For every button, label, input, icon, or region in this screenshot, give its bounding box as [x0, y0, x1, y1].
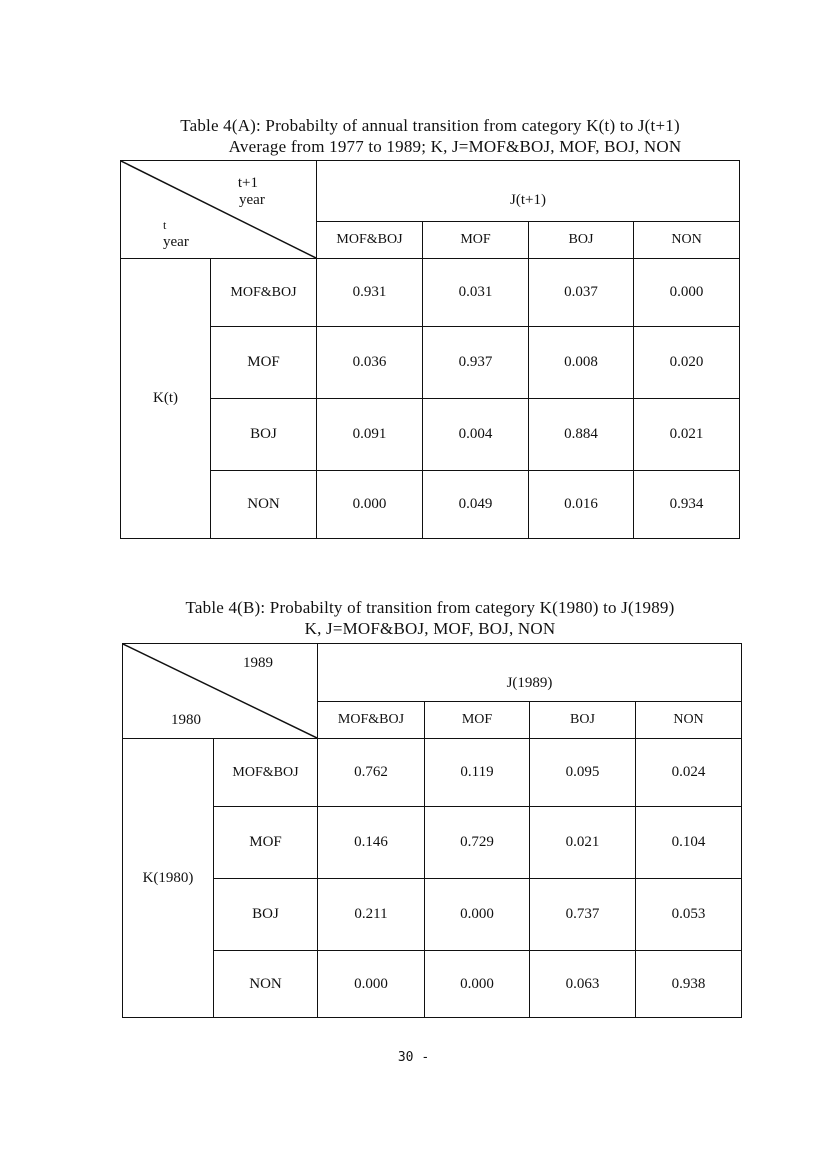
cell-value: 0.211 [318, 879, 425, 951]
row-label: MOF [214, 807, 318, 879]
cell-value: 0.021 [530, 807, 636, 879]
table-row [123, 951, 742, 1018]
row-label: MOF [211, 327, 317, 399]
table-a-col-header: NON [634, 222, 740, 259]
table-a-col-header: MOF&BOJ [317, 222, 423, 259]
table-row [123, 807, 742, 879]
page-number: 30 - [397, 1050, 430, 1065]
cell-value: 0.729 [425, 807, 530, 879]
table-row [121, 259, 740, 327]
cell-value: 0.938 [636, 951, 742, 1018]
table-b-row-group: K(1980) [123, 739, 214, 1018]
table-a-col-group: J(t+1) [317, 161, 740, 222]
cell-value: 0.937 [423, 327, 529, 399]
cell-value: 0.000 [425, 951, 530, 1018]
table-a [120, 160, 740, 539]
cell-value: 0.119 [425, 739, 530, 807]
table-b-col-header: NON [636, 702, 742, 739]
cell-value: 0.031 [423, 259, 529, 327]
cell-value: 0.053 [636, 879, 742, 951]
table-a-corner-top [231, 175, 265, 209]
row-label: MOF&BOJ [211, 259, 317, 327]
cell-value: 0.063 [530, 951, 636, 1018]
cell-value: 0.000 [634, 259, 740, 327]
table-row [121, 399, 740, 471]
cell-value: 0.934 [634, 471, 740, 539]
row-label: MOF&BOJ [214, 739, 318, 807]
table-b-col-header: MOF [425, 702, 530, 739]
cell-value: 0.095 [530, 739, 636, 807]
cell-value: 0.146 [318, 807, 425, 879]
table-a-col-header: MOF [423, 222, 529, 259]
cell-value: 0.000 [425, 879, 530, 951]
cell-value: 0.049 [423, 471, 529, 539]
cell-value: 0.931 [317, 259, 423, 327]
table-b-corner [123, 644, 318, 739]
cell-value: 0.104 [636, 807, 742, 879]
corner-top-unit: year [239, 192, 265, 208]
cell-value: 0.884 [529, 399, 634, 471]
cell-value: 0.021 [634, 399, 740, 471]
cell-value: 0.004 [423, 399, 529, 471]
cell-value: 0.037 [529, 259, 634, 327]
cell-value: 0.000 [318, 951, 425, 1018]
table-b-col-header: BOJ [530, 702, 636, 739]
table-a-caption-line2: Average from 1977 to 1989; K, J=MOF&BOJ, MOF, BOJ, NON [228, 137, 682, 156]
table-b-caption [120, 597, 740, 639]
diagonal-divider [121, 161, 316, 258]
table-b-corner-top: 1989 [243, 655, 273, 671]
cell-value: 0.000 [317, 471, 423, 539]
corner-bottom-unit: year [163, 234, 189, 250]
row-label: BOJ [214, 879, 318, 951]
row-label: BOJ [211, 399, 317, 471]
table-b-col-header: MOF&BOJ [318, 702, 425, 739]
row-label: NON [214, 951, 318, 1018]
table-a-col-header: BOJ [529, 222, 634, 259]
cell-value: 0.024 [636, 739, 742, 807]
table-a-corner-bottom [163, 217, 189, 251]
table-a-row-group: K(t) [121, 259, 211, 539]
table-a-caption [120, 115, 740, 157]
table-b-caption-line2: K, J=MOF&BOJ, MOF, BOJ, NON [304, 619, 556, 638]
cell-value: 0.737 [530, 879, 636, 951]
table-row [123, 739, 742, 807]
table-b-col-group: J(1989) [318, 644, 742, 702]
table-row [121, 471, 740, 539]
table-b-caption-line1: Table 4(B): Probabilty of transition from category K(1980) to J(1989) [185, 598, 675, 617]
cell-value: 0.762 [318, 739, 425, 807]
corner-bottom-label: t [163, 218, 167, 232]
cell-value: 0.008 [529, 327, 634, 399]
cell-value: 0.020 [634, 327, 740, 399]
cell-value: 0.091 [317, 399, 423, 471]
corner-top-label: t+1 [237, 175, 258, 191]
table-a-corner [121, 161, 317, 259]
table-b [122, 643, 742, 1018]
table-row [121, 327, 740, 399]
diagonal-divider [123, 644, 317, 738]
cell-value: 0.016 [529, 471, 634, 539]
cell-value: 0.036 [317, 327, 423, 399]
table-a-caption-line1: Table 4(A): Probabilty of annual transition from category K(t) to J(t+1) [180, 116, 680, 135]
table-row [123, 879, 742, 951]
row-label: NON [211, 471, 317, 539]
table-b-corner-bottom: 1980 [171, 712, 201, 728]
